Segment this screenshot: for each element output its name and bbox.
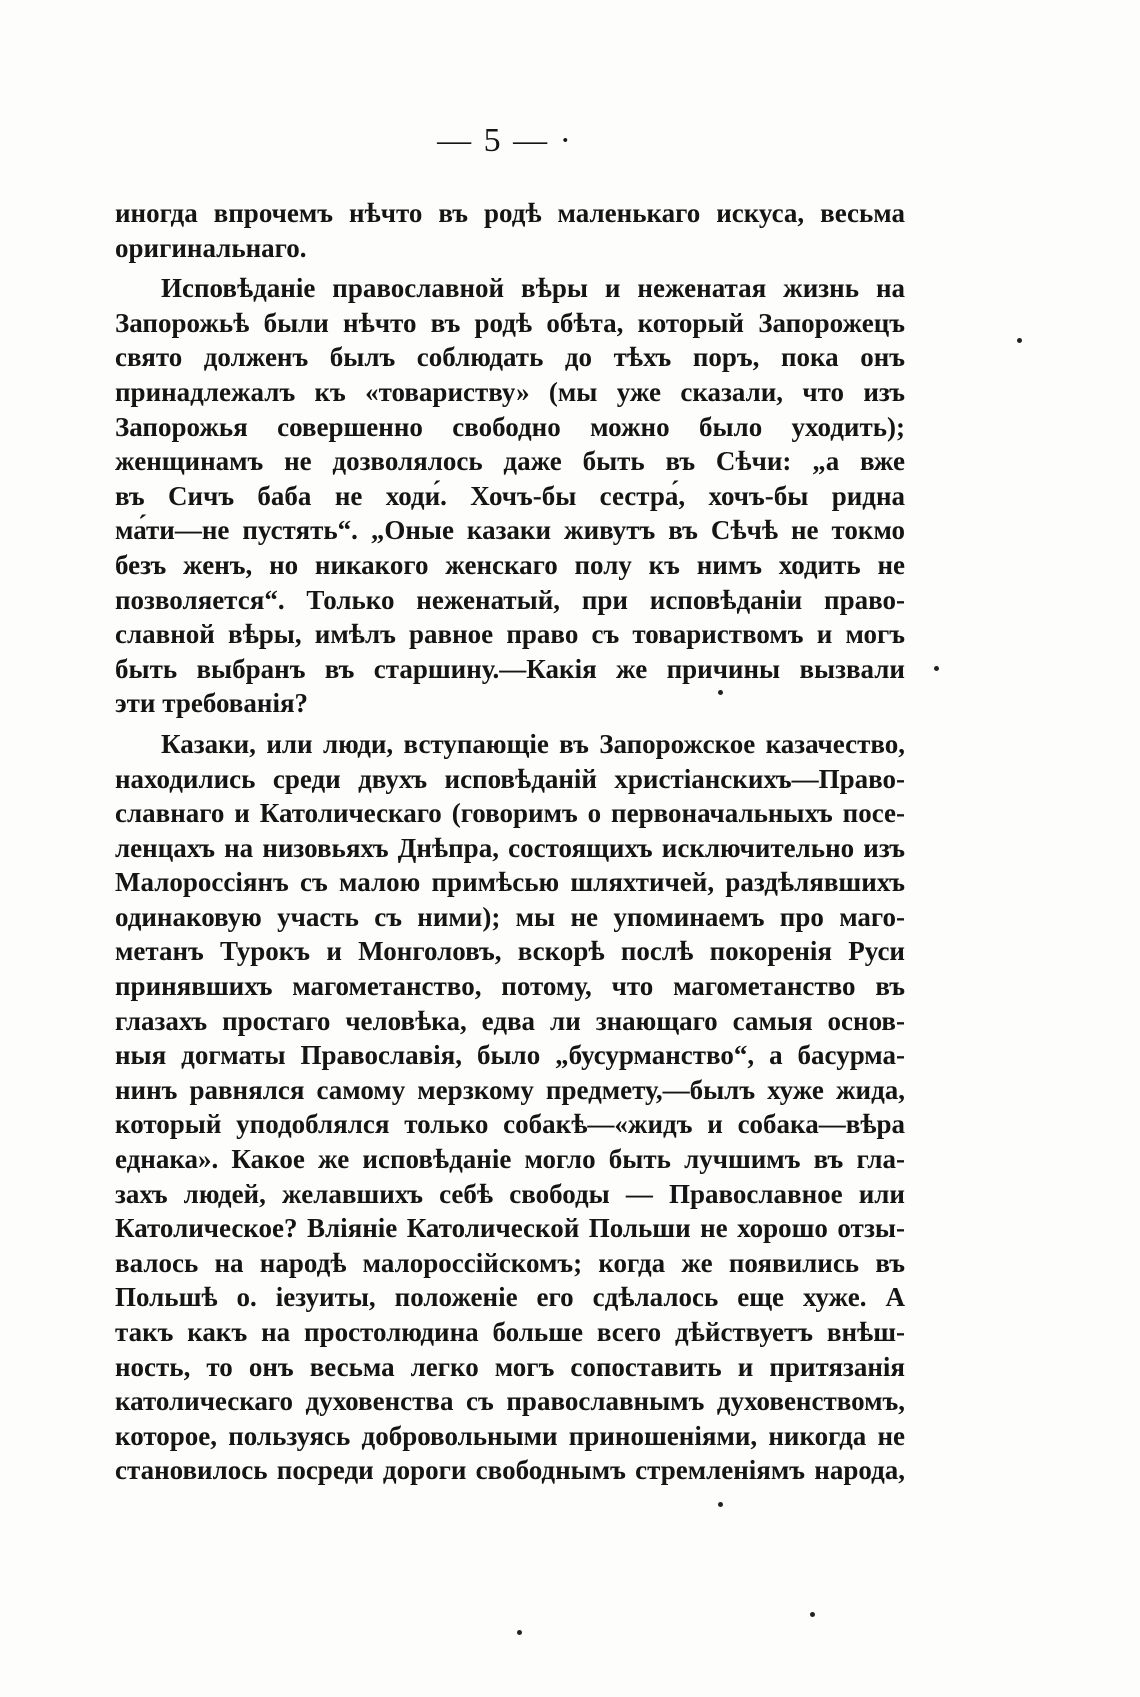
text-line: нинъ равнялся самому мерзкому предмету,—былъ хуже жида,	[115, 1074, 905, 1105]
text-line: такъ какъ на простолюдина больше всего дѣйствуетъ внѣш-	[115, 1317, 905, 1347]
text-line: Исповѣданіе православной вѣры и неженатая жизнь на	[161, 273, 905, 304]
text-line: женщинамъ не дозволялось даже быть въ Сѣчи: „а вже	[115, 446, 905, 477]
text-line: ма́ти—не пустять“. „Оные казаки живутъ въ Сѣчѣ не токмо	[115, 515, 905, 546]
text-line: находились среди двухъ исповѣданій христіанскихъ—Право-	[115, 763, 905, 794]
text-line: одинаковую участь съ ними); мы не упоминаемъ про маго-	[115, 901, 905, 932]
text-line: Запорожьѣ были нѣчто въ родѣ обѣта, который Запорожецъ	[115, 307, 905, 338]
body-text	[115, 196, 905, 1488]
text-line: въ Сичъ баба не ходи́. Хочъ-бы сестра́, хочъ-бы ридна	[115, 480, 905, 511]
print-speck	[718, 690, 723, 695]
text-line: славной вѣры, имѣлъ равное право съ товариствомъ и могъ	[115, 619, 905, 650]
text-line: ность, то онъ весьма легко могъ сопоставить и притязанія	[115, 1351, 905, 1382]
text-line: Казаки, или люди, вступающіе въ Запорожское казачество,	[161, 728, 905, 759]
text-line: Польшѣ о. іезуиты, положеніе его сдѣлалось еще хуже. А	[115, 1282, 905, 1313]
text-line: позволяется“. Только неженатый, при исповѣданіи право-	[115, 584, 905, 615]
page-number: — 5 — ·	[437, 122, 573, 159]
print-speck	[810, 1612, 815, 1617]
paragraph	[115, 196, 905, 265]
text-line: принявшихъ магометанство, потому, что магометанство въ	[115, 971, 905, 1002]
text-line: валось на народѣ малороссійскомъ; когда же появились въ	[115, 1247, 905, 1278]
text-line: захъ людей, желавшихъ себѣ свободы — Православное или	[115, 1178, 905, 1209]
text-line: иногда впрочемъ нѣчто въ родѣ маленькаго искуса, весьма	[115, 198, 905, 228]
text-line: глазахъ простаго человѣка, едва ли знающаго самыя основ-	[115, 1005, 905, 1036]
text-line: Католическое? Вліяніе Католической Польши не хорошо отзы-	[115, 1213, 905, 1244]
text-line: ныя догматы Православія, было „бусурманство“, а басурма-	[115, 1040, 905, 1071]
text-line: католическаго духовенства съ православнымъ духовенствомъ,	[115, 1386, 905, 1417]
print-speck	[1017, 338, 1022, 343]
text-line: еднака». Какое же исповѣданіе могло быть лучшимъ въ гла-	[115, 1144, 905, 1175]
text-line: Малороссіянъ съ малою примѣсью шляхтичей, раздѣлявшихъ	[115, 867, 905, 898]
text-line: который уподоблялся только собакѣ—«жидъ и собака—вѣра	[115, 1109, 905, 1140]
text-line: свято долженъ былъ соблюдать до тѣхъ поръ, пока онъ	[115, 342, 905, 373]
text-line: безъ женъ, но никакого женскаго полу къ нимъ ходить не	[115, 549, 905, 580]
text-line: эти требованія?	[115, 688, 309, 719]
paragraph	[115, 271, 905, 721]
text-line: ленцахъ на низовьяхъ Днѣпра, состоящихъ исключительно изъ	[115, 832, 905, 863]
text-line: метанъ Турокъ и Монголовъ, вскорѣ послѣ покоренія Руси	[115, 936, 905, 967]
print-speck	[934, 666, 939, 671]
text-line: оригинальнаго.	[115, 232, 307, 263]
print-speck	[517, 1630, 522, 1635]
text-line: быть выбранъ въ старшину.—Какія же причины вызвали	[115, 653, 905, 684]
text-line: становилось посреди дороги свободнымъ стремленіямъ народа,	[115, 1455, 905, 1486]
print-speck	[718, 1502, 723, 1507]
text-line: которое, пользуясь добровольными приношеніями, никогда не	[115, 1420, 905, 1451]
text-line: принадлежалъ къ «товариству» (мы уже сказали, что изъ	[115, 376, 905, 407]
text-line: Запорожья совершенно свободно можно было уходить);	[115, 411, 905, 442]
paragraph	[115, 727, 905, 1488]
text-line: славнаго и Католическаго (говоримъ о первоначальныхъ посе-	[115, 798, 905, 829]
